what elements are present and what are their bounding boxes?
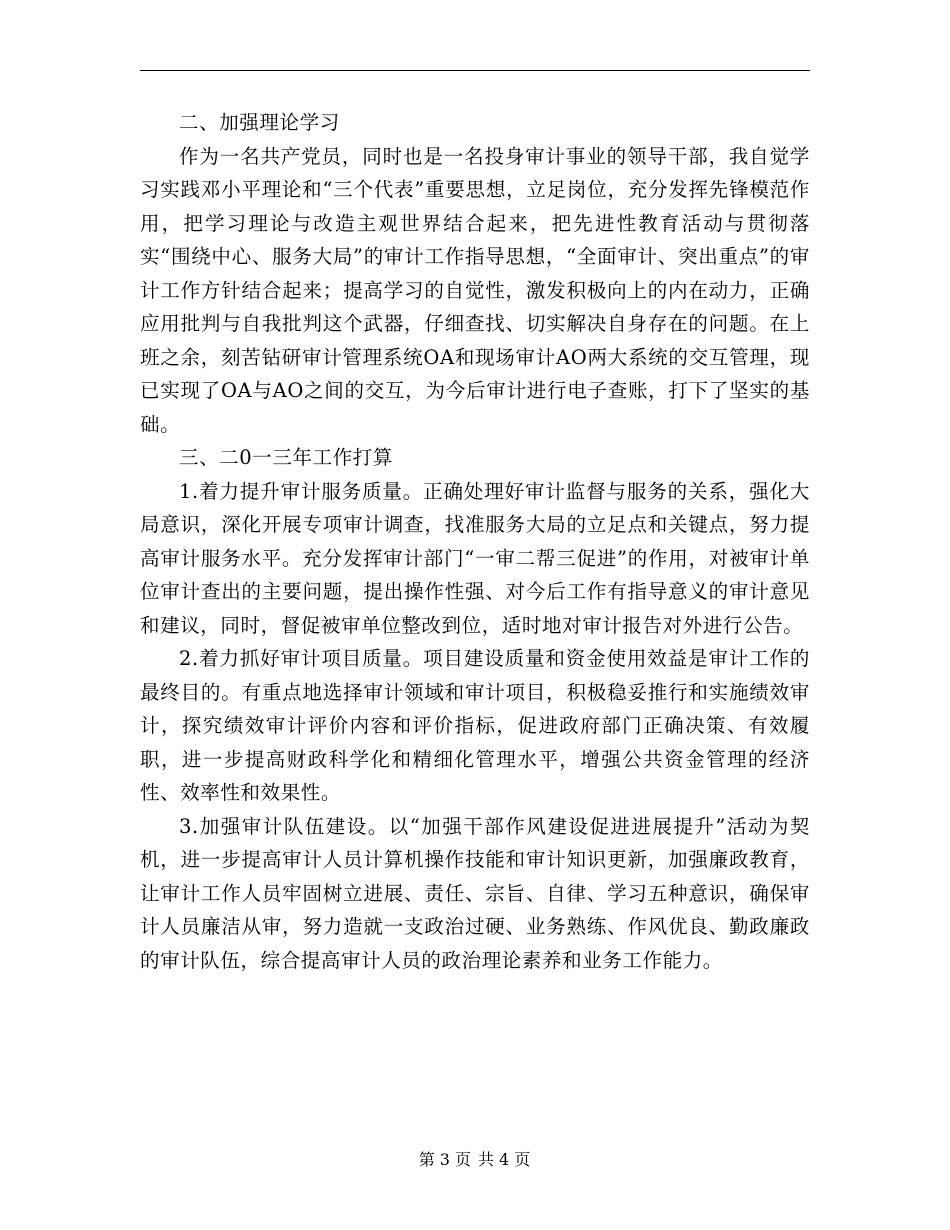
total-page-number: 4 bbox=[499, 1150, 511, 1169]
page-footer bbox=[0, 1150, 950, 1170]
paragraph-plan-item-3: 3.加强审计队伍建设。以“加强干部作风建设促进进展提升”活动为契机，进一步提高审计人员计算机操作技能和审计知识更新，加强廉政教育，让审计工作人员牢固树立进展、责任、宗旨、自律、学习五种意识，确保审计人员廉洁从审，努力造就一支政治过硬、业务熟练、作风优良、勤政廉政的审计队伍，综合提高审计人员的政治理论素养和业务工作能力。 bbox=[140, 814, 810, 972]
paragraph-plan-item-1: 1.着力提升审计服务质量。正确处理好审计监督与服务的关系，强化大局意识，深化开展专项审计调查，找准服务大局的立足点和关键点，努力提高审计服务水平。充分发挥审计部门“一审二帮三促进”的作用，对被审计单位审计查出的主要问题，提出操作性强、对今后工作有指导意义的审计意见和建议，同时，督促被审单位整改到位，适时地对审计报告对外进行公告。 bbox=[140, 479, 810, 637]
footer-suffix: 页 bbox=[514, 1150, 532, 1169]
section-heading-theory-study: 二、加强理论学习 bbox=[179, 111, 340, 134]
paragraph-plan-item-2: 2.着力抓好审计项目质量。项目建设质量和资金使用效益是审计工作的最终目的。有重点地选择审计领域和审计项目，积极稳妥推行和实施绩效审计，探究绩效审计评价内容和评价指标，促进政府部门正确决策、有效履职，进一步提高财政科学化和精细化管理水平，增强公共资金管理的经济性、效率性和效果性。 bbox=[140, 647, 810, 804]
current-page-number: 3 bbox=[439, 1150, 451, 1169]
footer-prefix: 第 bbox=[418, 1150, 436, 1169]
paragraph-theory-study: 作为一名共产党员，同时也是一名投身审计事业的领导干部，我自觉学习实践邓小平理论和“三个代表”重要思想，立足岗位，充分发挥先锋模范作用，把学习理论与改造主观世界结合起来，把先进性教育活动与贯彻落实“围绕中心、服务大局”的审计工作指导思想，“全面审计、突出重点”的审计工作方针结合起来；提高学习的自觉性，激发积极向上的内在动力，正确应用批判与自我批判这个武器，仔细查找、切实解决自身存在的问题。在上班之余，刻苦钻研审计管理系统OA和现场审计AO两大系统的交互管理，现已实现了OA与AO之间的交互，为今后审计进行电子查账，打下了坚实的基础。 bbox=[140, 144, 810, 436]
document-body bbox=[140, 106, 810, 977]
section-heading-2013-plan: 三、二0一三年工作打算 bbox=[179, 446, 394, 469]
footer-middle: 页 共 bbox=[454, 1150, 496, 1169]
header-rule bbox=[140, 70, 810, 71]
